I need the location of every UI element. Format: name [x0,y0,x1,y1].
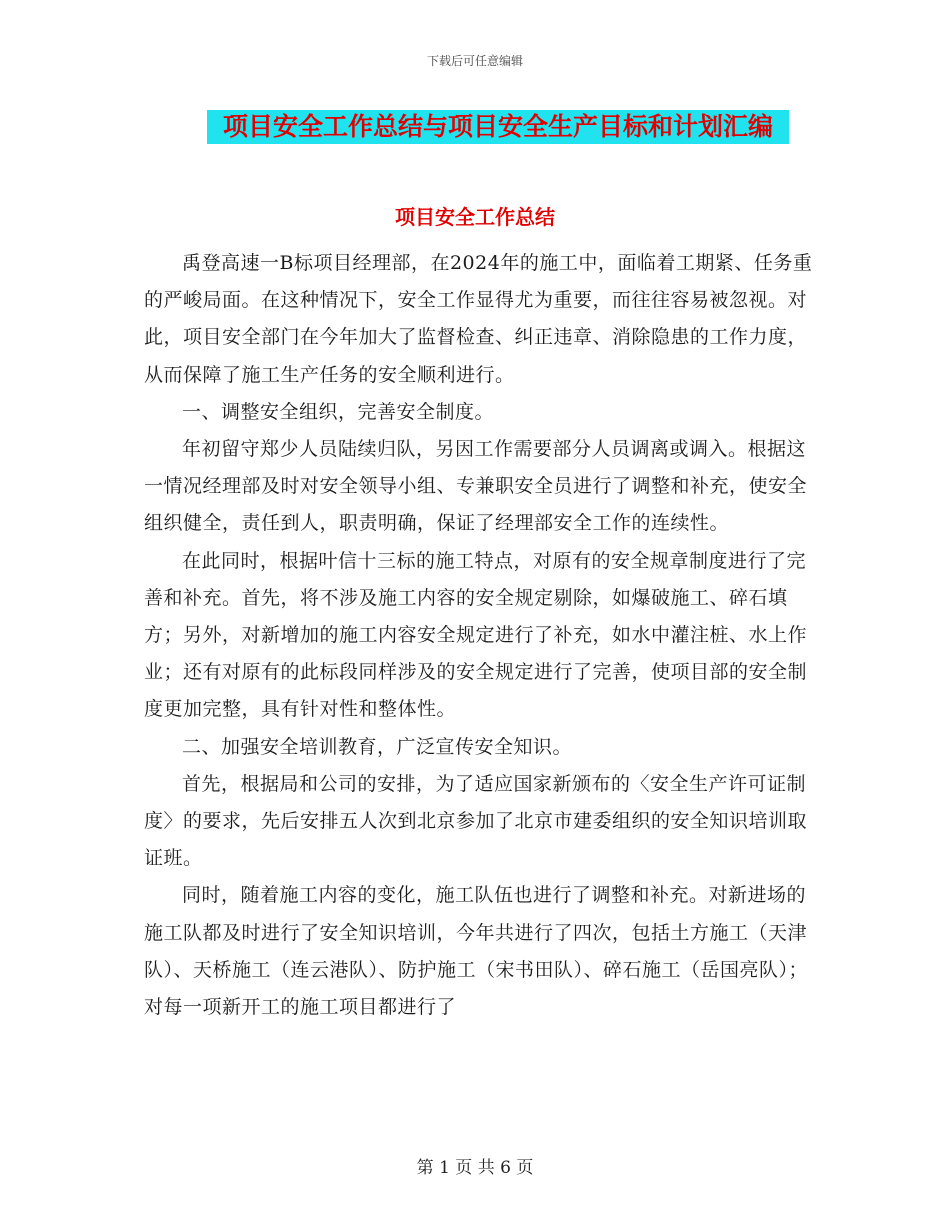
paragraph: 同时，随着施工内容的变化，施工队伍也进行了调整和补充。对新进场的施工队都及时进行了安全知识培训，今年共进行了四次，包括土方施工（天津队）、天桥施工（连云港队）、防护施工（宋书田队）、碎石施工（岳国亮队）；对每一项新开工的施工项目都进行了 [144,884,809,1019]
paragraph: 禹登高速一B标项目经理部，在2024年的施工中，面临着工期紧、任务重的严峻局面。在这种情况下，安全工作显得尤为重要，而往往容易被忽视。对此，项目安全部门在今年加大了监督检查、纠正违章、消除隐患的工作力度，从而保障了施工生产任务的安全顺利进行。 [144,252,813,386]
section-heading-1: 一、调整安全组织，完善安全制度。 [182,400,495,423]
document-body [144,245,816,1026]
page-footer: 第 1 页 共 6 页 [416,1158,534,1178]
paragraph: 在此同时，根据叶信十三标的施工特点，对原有的安全规章制度进行了完善和补充。首先，将不涉及施工内容的安全规定剔除，如爆破施工、碎石填方；另外，对新增加的施工内容安全规定进行了补充，如水中灌注桩、水上作业；还有对原有的此标段同样涉及的安全规定进行了完善，使项目部的安全制度更加完整，具有针对性和整体性。 [144,549,808,721]
page-header: 下载后可任意编辑 [426,54,523,68]
section-heading-2: 二、加强安全培训教育，广泛宣传安全知识。 [182,735,573,758]
document-title: 项目安全工作总结与项目安全生产目标和计划汇编 [207,110,789,144]
paragraph: 年初留守郑少人员陆续归队，另因工作需要部分人员调离或调入。根据这一情况经理部及时对安全领导小组、专兼职安全员进行了调整和补充，使安全组织健全，责任到人，职责明确，保证了经理部安全工作的连续性。 [144,438,808,535]
paragraph: 首先，根据局和公司的安排，为了适应国家新颁布的〈安全生产许可证制度〉的要求，先后安排五人次到北京参加了北京市建委组织的安全知识培训取证班。 [144,772,808,870]
section-title: 项目安全工作总结 [395,205,555,229]
